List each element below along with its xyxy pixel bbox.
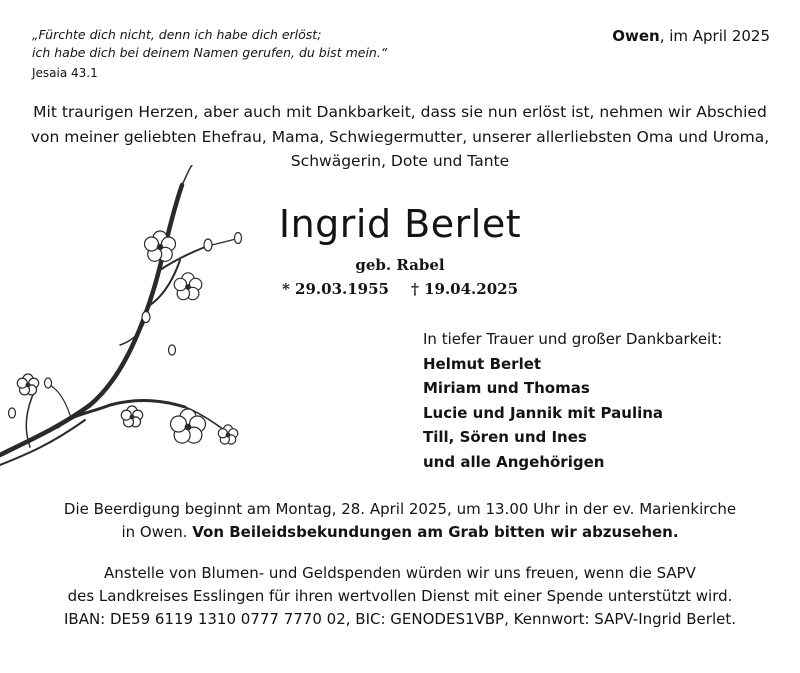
mourner-name: Helmut Berlet bbox=[423, 354, 542, 373]
cherry-blossom-branch-icon bbox=[0, 165, 260, 495]
mourner-name: Miriam und Thomas bbox=[423, 379, 590, 397]
funeral-line-2 bbox=[20, 521, 780, 544]
death-date: † 19.04.2025 bbox=[411, 280, 519, 298]
mourner-name: Lucie und Jannik mit Paulina bbox=[423, 403, 664, 422]
bible-quote bbox=[32, 26, 452, 62]
mourners-heading: In tiefer Trauer und großer Dankbarkeit: bbox=[423, 330, 723, 348]
date: , im April 2025 bbox=[659, 27, 770, 45]
quote-reference: Jesaia 43.1 bbox=[32, 66, 98, 80]
deceased-name: Ingrid Berlet bbox=[278, 202, 522, 246]
mourner-name: Till, Sören und Ines bbox=[423, 428, 587, 446]
quote-line-2: ich habe dich bei deinem Namen gerufen, du bist mein.“ bbox=[32, 45, 388, 60]
birth-name: geb. Rabel bbox=[355, 256, 445, 274]
mourners-block bbox=[423, 327, 773, 474]
bank-details: IBAN: DE59 6119 1310 0777 7770 02, BIC: GENODES1VBP, Kennwort: SAPV-Ingrid Berlet. bbox=[63, 610, 736, 628]
place: Owen bbox=[612, 27, 660, 45]
funeral-line-1: Die Beerdigung beginnt am Montag, 28. April 2025, um 13.00 Uhr in der ev. Marienkirche bbox=[63, 500, 737, 518]
funeral-location: in Owen. bbox=[121, 523, 193, 541]
mourner-name: und alle Angehörigen bbox=[423, 452, 605, 471]
intro-line-2: von meiner geliebten Ehefrau, Mama, Schwiegermutter, unserer allerliebsten Oma und Uroma, bbox=[30, 127, 770, 146]
intro-line-1: Mit traurigen Herzen, aber auch mit Dankbarkeit, dass sie nun erlöst ist, nehmen wir Abschied bbox=[33, 103, 767, 121]
donation-info bbox=[20, 562, 780, 631]
donation-line-1: Anstelle von Blumen- und Geldspenden würden wir uns freuen, wenn die SAPV bbox=[104, 564, 696, 582]
quote-line-1: „Fürchte dich nicht, denn ich habe dich erlöst; bbox=[32, 27, 322, 42]
donation-line-2: des Landkreises Esslingen für ihren wertvollen Dienst mit einer Spende unterstützt wird. bbox=[67, 587, 733, 605]
life-dates bbox=[250, 280, 550, 298]
place-date bbox=[612, 27, 770, 45]
birth-date: * 29.03.1955 bbox=[281, 280, 389, 298]
intro-text bbox=[20, 100, 780, 174]
intro-line-3: Schwägerin, Dote und Tante bbox=[290, 152, 510, 170]
condolence-request: Von Beileidsbekundungen am Grab bitten wir abzusehen. bbox=[192, 523, 679, 541]
funeral-info bbox=[20, 498, 780, 544]
